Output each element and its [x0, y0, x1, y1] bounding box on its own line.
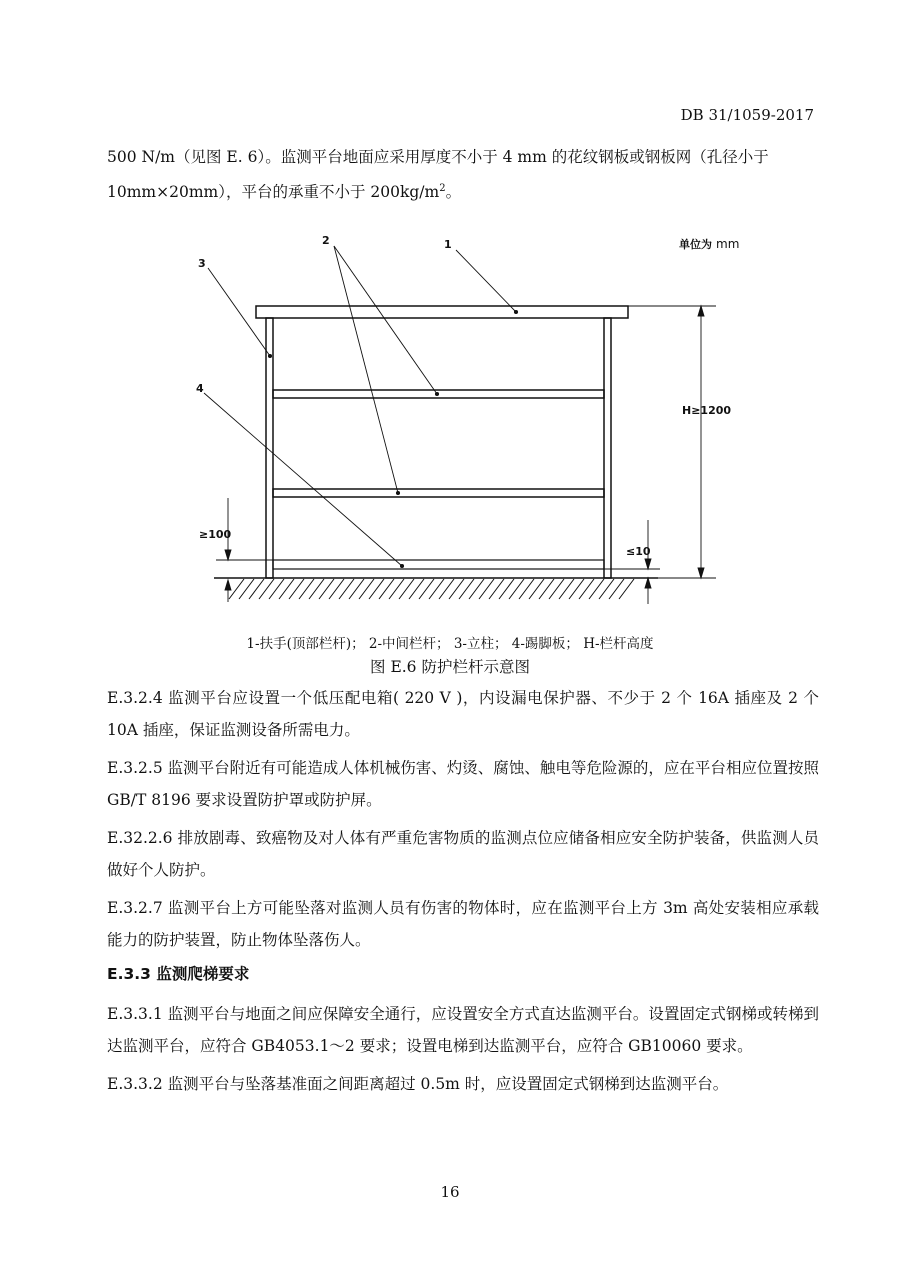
- intro-line-1: 500 N/m（见图 E. 6）。监测平台地面应采用厚度不小于 4 mm 的花纹钢板或钢板网（孔径小于: [107, 148, 769, 166]
- toe-board: [273, 560, 604, 569]
- clause-e3-2-6: E.32.2.6 排放剧毒、致癌物及对人体有严重危害物质的监测点位应储备相应安全防护装备，供监测人员做好个人防护。: [107, 829, 819, 879]
- section-heading-e3-3: E.3.3 监测爬梯要求: [107, 965, 250, 983]
- toe-height-label: ≥100: [199, 528, 232, 541]
- figure-caption: 图 E.6 防护栏杆示意图: [370, 658, 530, 676]
- clause-e3-2-5: E.3.2.5 监测平台附近有可能造成人体机械伤害、灼烫、腐蚀、触电等危险源的，应在平台相应位置按照 GB/T 8196 要求设置防护罩或防护屏。: [107, 759, 819, 809]
- page-number: 16: [440, 1183, 460, 1201]
- intro-line-2-text: 10mm×20mm），平台的承重不小于 200kg/m: [107, 183, 440, 202]
- callout-2: 2: [322, 234, 330, 247]
- mid-rail-lower: [273, 489, 604, 497]
- unit-label: 单位为: [679, 238, 712, 251]
- clause-e3-3-1: E.3.3.1 监测平台与地面之间应保障安全通行，应设置安全方式直达监测平台。设置固定式钢梯或转梯到达监测平台，应符合 GB4053.1～2 要求；设置电梯到达监测平台，应符合 GB10060 要求。: [107, 1005, 819, 1055]
- gap-dimension: [604, 520, 660, 604]
- unit-value: mm: [716, 237, 740, 251]
- height-label: H≥1200: [682, 404, 732, 417]
- handrail: [256, 306, 628, 318]
- callout-3: 3: [198, 257, 206, 270]
- clause-e3-2-7: E.3.2.7 监测平台上方可能坠落对监测人员有伤害的物体时，应在监测平台上方 3m 高处安装相应承载能力的防护装置，防止物体坠落伤人。: [107, 899, 819, 949]
- doc-code: DB 31/1059-2017: [680, 106, 814, 124]
- figure-legend: 1-扶手(顶部栏杆)； 2-中间栏杆； 3-立柱； 4-踢脚板； H-栏杆高度: [246, 636, 654, 652]
- clause-e3-2-4: E.3.2.4 监测平台应设置一个低压配电箱( 220 V )，内设漏电保护器、不少于 2 个 16A 插座及 2 个 10A 插座，保证监测设备所需电力。: [107, 689, 819, 739]
- height-dimension: [628, 306, 716, 578]
- clause-e3-3-2: E.3.3.2 监测平台与坠落基准面之间距离超过 0.5m 时，应设置固定式钢梯到达监测平台。: [107, 1075, 729, 1093]
- callout-4: 4: [196, 382, 204, 395]
- guardrail-diagram: [0, 0, 900, 620]
- callout-1: 1: [444, 238, 452, 251]
- post-right: [604, 318, 611, 578]
- intro-line-2-end: 。: [445, 183, 462, 202]
- leader-lines: [204, 246, 518, 568]
- toe-height-dimension: [216, 498, 273, 602]
- gap-label: ≤10: [626, 545, 651, 558]
- intro-superscript: 2: [439, 183, 446, 194]
- ground-hatch: [229, 579, 634, 599]
